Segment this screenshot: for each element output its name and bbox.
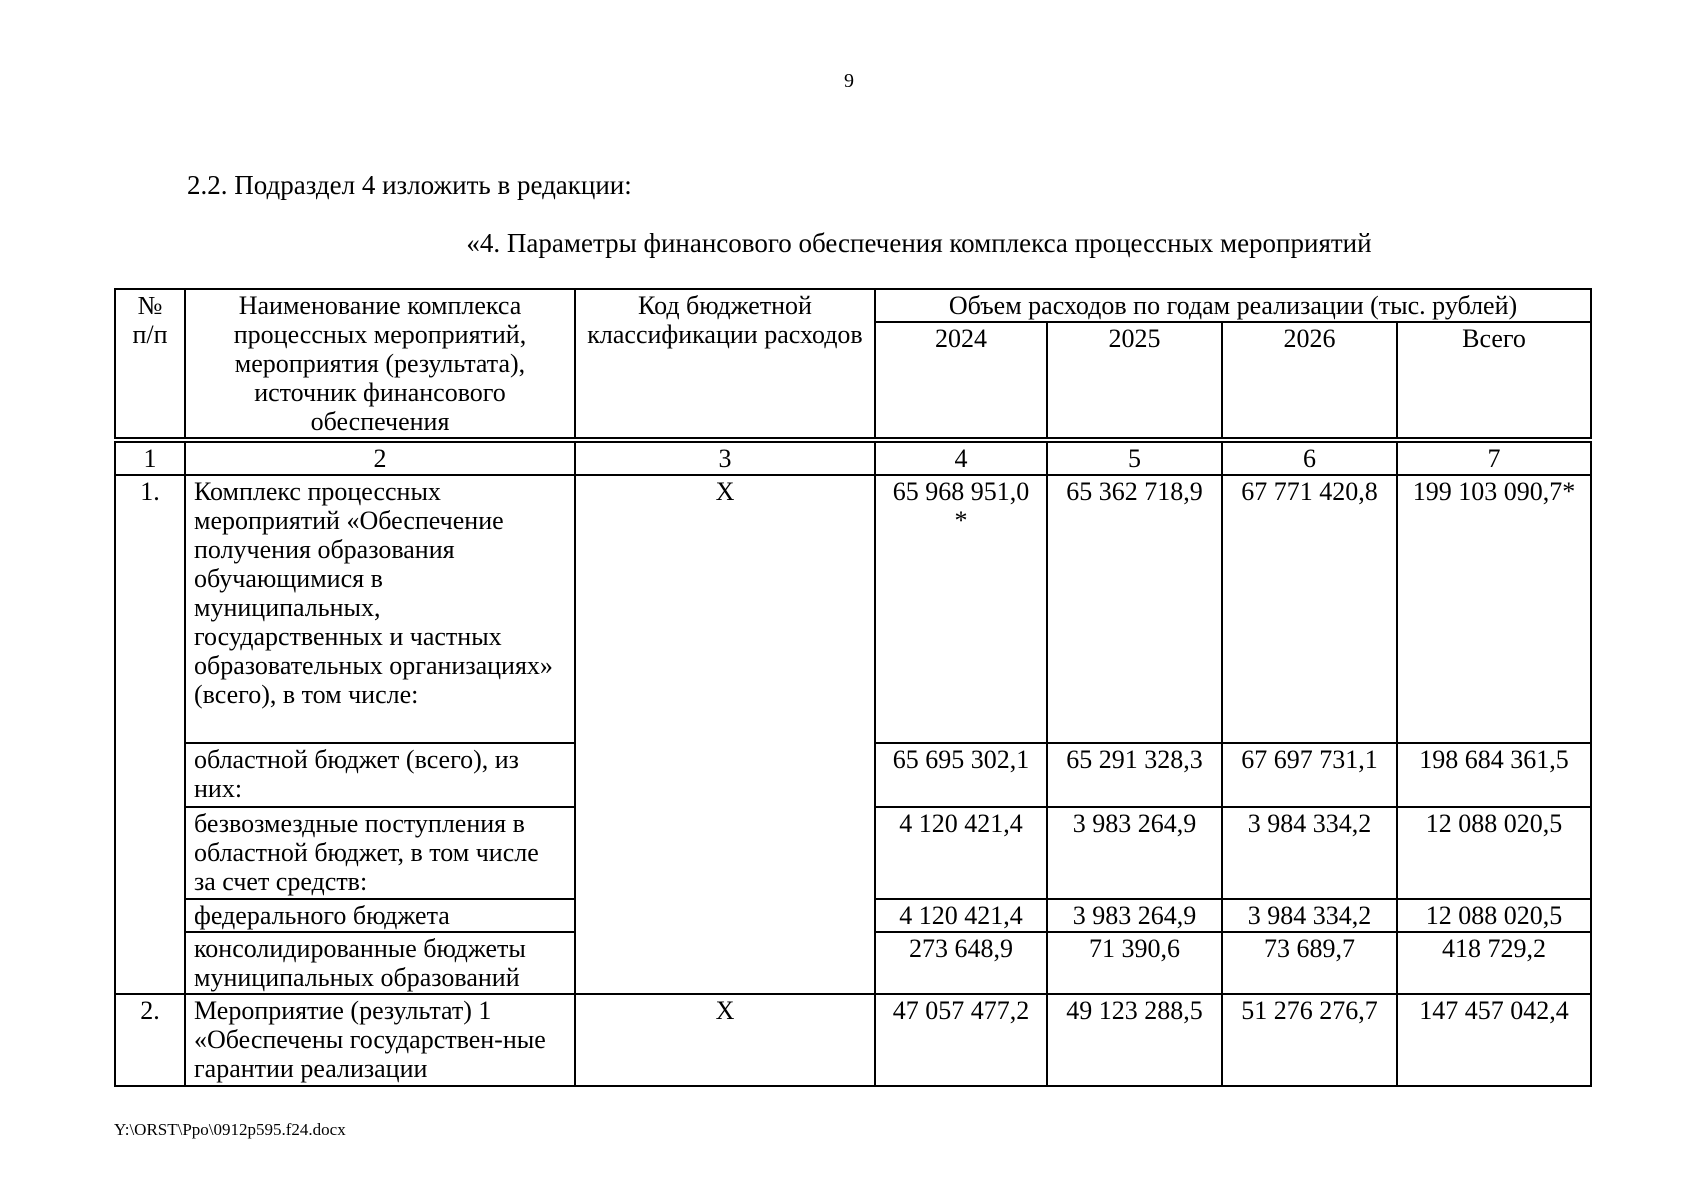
cell-2026: 3 984 334,2 xyxy=(1222,807,1397,899)
col-number: 5 xyxy=(1047,440,1222,475)
col-number: 6 xyxy=(1222,440,1397,475)
cell-2025: 3 983 264,9 xyxy=(1047,899,1222,932)
header-row-top xyxy=(115,289,1591,322)
cell-total: 198 684 361,5 xyxy=(1397,743,1591,807)
row-num: 2. xyxy=(115,994,185,1086)
row-name: Мероприятие (результат) 1 «Обеспечены государствен-ные гарантии реализации xyxy=(185,994,575,1086)
header-year-2024: 2024 xyxy=(875,322,1047,440)
header-num: № п/п xyxy=(115,289,185,440)
row-name: областной бюджет (всего), из них: xyxy=(185,743,575,807)
cell-2025: 65 362 718,9 xyxy=(1047,475,1222,743)
cell-2026: 51 276 276,7 xyxy=(1222,994,1397,1086)
cell-2025: 49 123 288,5 xyxy=(1047,994,1222,1086)
cell-2026: 3 984 334,2 xyxy=(1222,899,1397,932)
cell-total: 418 729,2 xyxy=(1397,932,1591,994)
header-year-2026: 2026 xyxy=(1222,322,1397,440)
page-number: 9 xyxy=(844,70,854,92)
cell-2024: 4 120 421,4 xyxy=(875,899,1047,932)
cell-total: 199 103 090,7* xyxy=(1397,475,1591,743)
row-code: Х xyxy=(575,475,875,994)
row-name: федерального бюджета xyxy=(185,899,575,932)
row-name: безвозмездные поступления в областной бюджет, в том числе за счет средств: xyxy=(185,807,575,899)
row-name: Комплекс процессных мероприятий «Обеспечение получения образования обучающимися в муниципальных, государственных и частных образовательных организациях» (всего), в том числе: xyxy=(185,475,575,743)
cell-total: 12 088 020,5 xyxy=(1397,899,1591,932)
cell-2024: 65 695 302,1 xyxy=(875,743,1047,807)
table-row xyxy=(115,475,1591,743)
section-title-text: «4. Параметры финансового обеспечения комплекса процессных мероприятий xyxy=(466,228,1372,258)
col-number: 4 xyxy=(875,440,1047,475)
table-row xyxy=(115,994,1591,1086)
cell-2026: 67 697 731,1 xyxy=(1222,743,1397,807)
cell-2026: 73 689,7 xyxy=(1222,932,1397,994)
header-volume: Объем расходов по годам реализации (тыс. рублей) xyxy=(875,289,1591,322)
col-number: 7 xyxy=(1397,440,1591,475)
cell-2025: 65 291 328,3 xyxy=(1047,743,1222,807)
cell-2025: 3 983 264,9 xyxy=(1047,807,1222,899)
cell-2024: 4 120 421,4 xyxy=(875,807,1047,899)
cell-total: 12 088 020,5 xyxy=(1397,807,1591,899)
header-code: Код бюджетной классификации расходов xyxy=(575,289,875,440)
header-year-2025: 2025 xyxy=(1047,322,1222,440)
row-num: 1. xyxy=(115,475,185,994)
header-name: Наименование комплекса процессных мероприятий, мероприятия (результата), источник финансового обеспечения xyxy=(185,289,575,440)
cell-2024: 65 968 951,0 * xyxy=(875,475,1047,743)
intro-text: 2.2. Подраздел 4 изложить в редакции: xyxy=(187,170,632,200)
cell-2024: 47 057 477,2 xyxy=(875,994,1047,1086)
col-number: 1 xyxy=(115,440,185,475)
col-number: 2 xyxy=(185,440,575,475)
row-name: консолидированные бюджеты муниципальных образований xyxy=(185,932,575,994)
row-code: Х xyxy=(575,994,875,1086)
col-number: 3 xyxy=(575,440,875,475)
cell-total: 147 457 042,4 xyxy=(1397,994,1591,1086)
column-number-row xyxy=(115,440,1591,475)
header-total: Всего xyxy=(1397,322,1591,440)
footer-file-path: Y:\ORST\Ppo\0912p595.f24.docx xyxy=(114,1120,346,1139)
section-title xyxy=(0,228,1698,259)
cell-2025: 71 390,6 xyxy=(1047,932,1222,994)
cell-2026: 67 771 420,8 xyxy=(1222,475,1397,743)
financing-table xyxy=(114,288,1592,1087)
cell-2024: 273 648,9 xyxy=(875,932,1047,994)
